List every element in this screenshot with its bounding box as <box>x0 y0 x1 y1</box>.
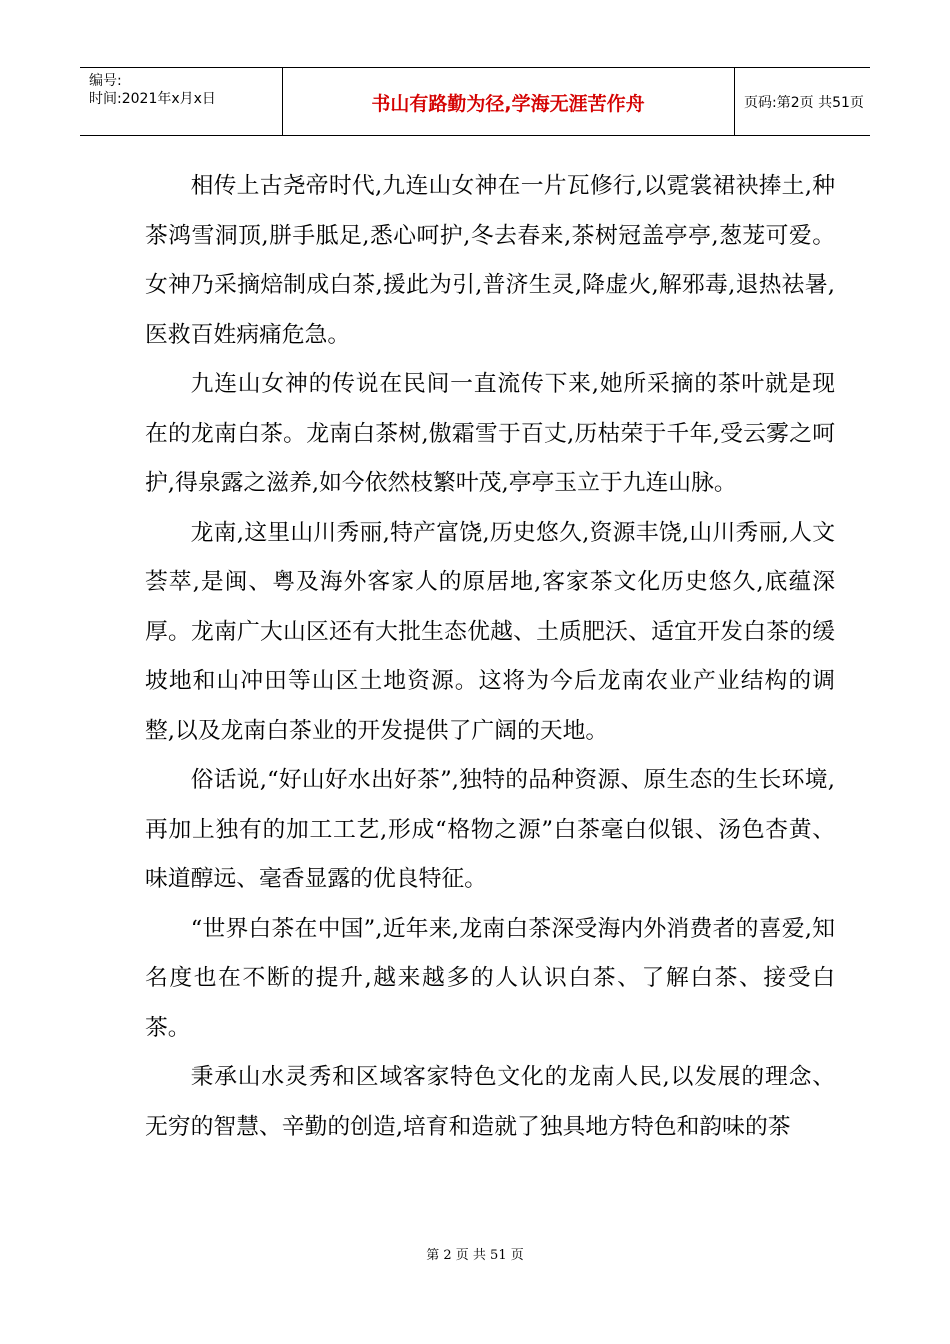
paragraph: 龙南,这里山川秀丽,特产富饶,历史悠久,资源丰饶,山川秀丽,人文荟萃,是闽、粤及海外客家人的原居地,客家茶文化历史悠久,底蕴深厚。龙南广大山区还有大批生态优越、土质肥沃、适宜开发白茶的缓坡地和山冲田等山区土地资源。这将为今后龙南农业产业结构的调整,以及龙南白茶业的开发提供了广阔的天地。 <box>145 519 835 744</box>
paragraph: 秉承山水灵秀和区域客家特色文化的龙南人民,以发展的理念、无穷的智慧、辛勤的创造,培育和造就了独具地方特色和韵味的茶 <box>145 1064 835 1140</box>
header-meta-cell <box>80 68 283 135</box>
paragraph: 九连山女神的传说在民间一直流传下来,她所采摘的茶叶就是现在的龙南白茶。龙南白茶树,傲霜雪于百丈,历枯荣于千年,受云雾之呵护,得泉露之滋养,如今依然枝繁叶茂,亭亭玉立于九连山脉。 <box>145 371 835 496</box>
page-header <box>80 67 870 136</box>
header-page-info: 页码:第2页 共51页 <box>744 95 864 111</box>
page-footer: 第 2 页 共 51 页 <box>426 1248 524 1263</box>
paragraph: 俗话说,“好山好水出好茶”,独特的品种资源、原生态的生长环境,再加上独有的加工工艺,形成“格物之源”白茶毫白似银、汤色杏黄、味道醇远、毫香显露的优良特征。 <box>145 767 835 892</box>
document-number-label: 编号: <box>89 73 122 89</box>
paragraph: “世界白茶在中国”,近年来,龙南白茶深受海内外消费者的喜爱,知名度也在不断的提升,越来越多的人认识白茶、了解白茶、接受白茶。 <box>145 915 835 1041</box>
header-motto-cell <box>282 68 735 135</box>
document-time-label: 时间:2021年x月x日 <box>89 91 216 107</box>
document-body <box>145 162 835 1152</box>
paragraph: 相传上古尧帝时代,九连山女神在一片瓦修行,以霓裳裙袂捧土,种茶鸿雪洞顶,胼手胝足,悉心呵护,冬去春来,茶树冠盖亭亭,葱茏可爱。女神乃采摘焙制成白茶,援此为引,普济生灵,降虚火,解邪毒,退热祛暑,医救百姓病痛危急。 <box>145 173 835 348</box>
header-page-cell <box>734 68 870 135</box>
header-motto: 书山有路勤为径,学海无涯苦作舟 <box>371 93 645 115</box>
